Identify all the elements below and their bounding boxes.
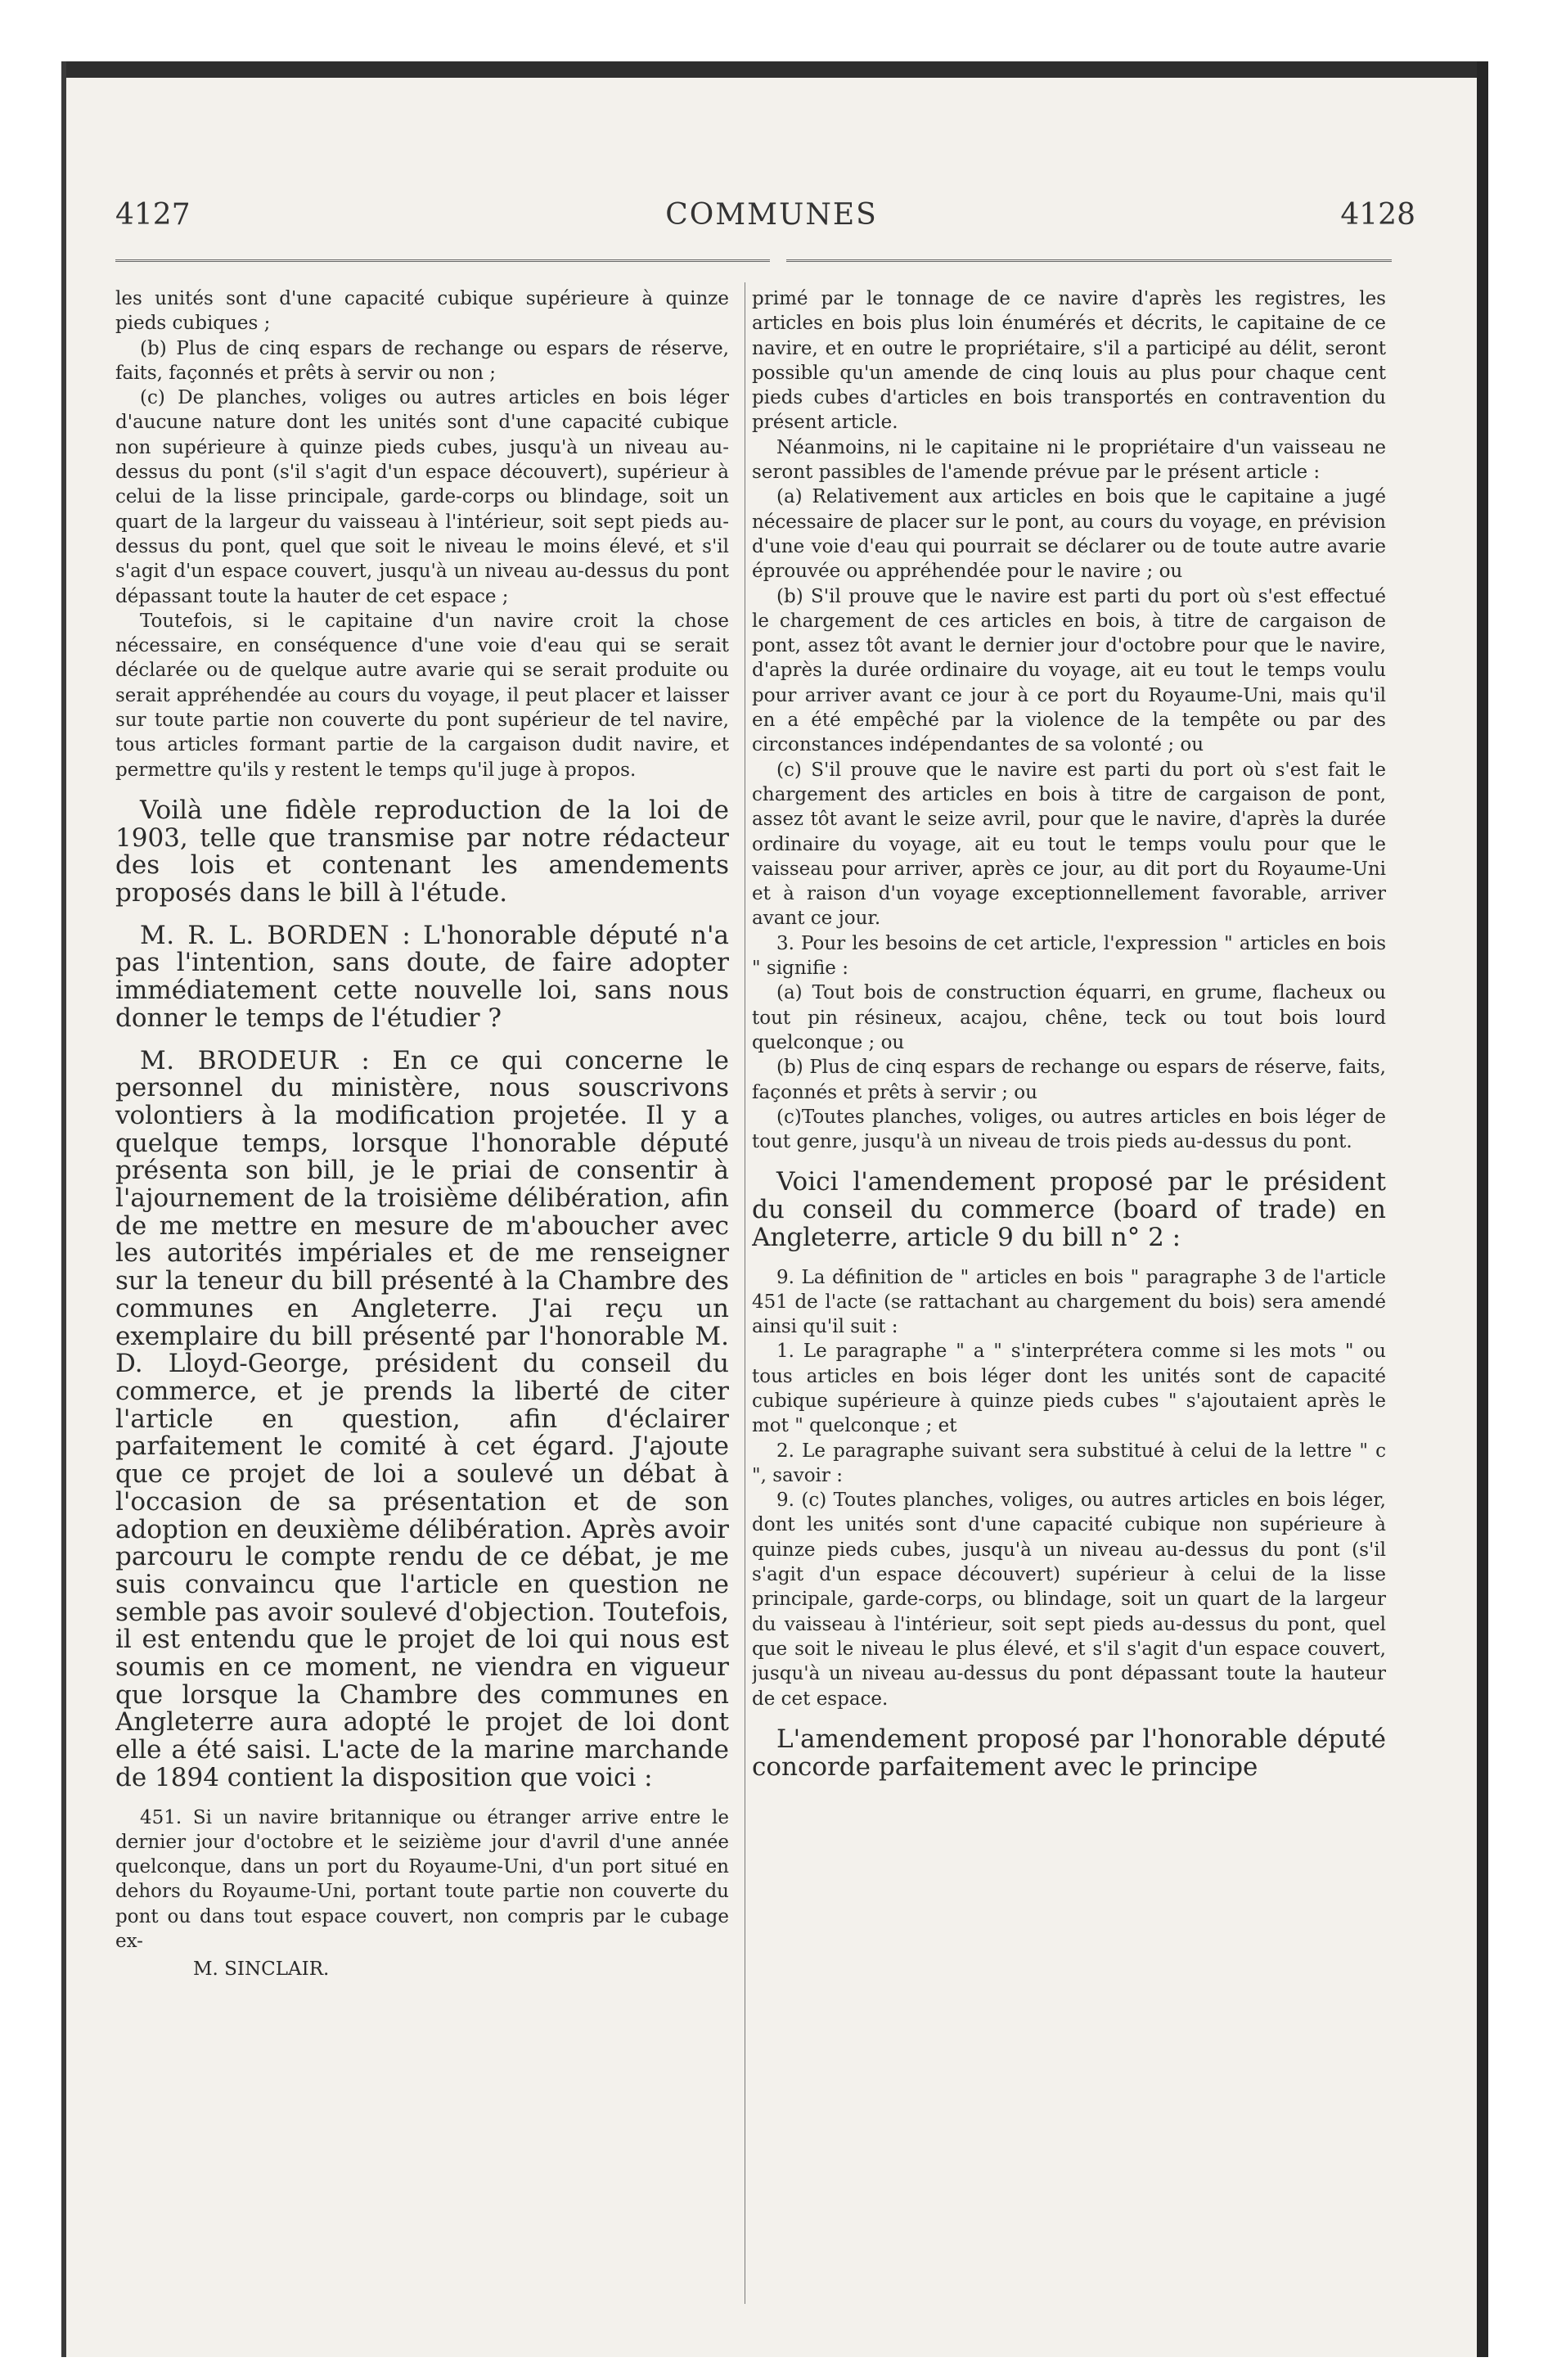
paragraph: 9. (c) Toutes planches, voliges, ou autres articles en bois léger, dont les unités sont d'une capacité cubique non supérieure à quinze pieds cubes, jusqu'à un niveau au-dessus du pont (s'il s'agit d'un espace découvert) supérieur à celui de la lisse principale, garde-corps, ou blindage, soit un quart de la largeur du vaisseau à l'intérieur, soit sept pieds au-dessus du pont, quel que soit le niveau le plus élevé, et s'il s'agit d'un espace couvert, jusqu'à un niveau au-dessus du pont dépassant toute la hauteur de cet espace. [752,1490,1386,1710]
paragraph: Voici l'amendement proposé par le président du conseil du commerce (board of trade) en Angleterre, article 9 du bill n° 2 : [752,1167,1386,1252]
paragraph: 3. Pour les besoins de cet article, l'expression " articles en bois " signifie : [752,932,1386,980]
paragraph: Voilà une fidèle reproduction de la loi de 1903, telle que transmise par notre rédacteur des lois et contenant les amendements proposés dans le bill à l'étude. [115,795,729,908]
left-column [115,286,729,1981]
speech-brodeur [115,1045,729,1792]
speaker-name: M. R. L. BORDEN [140,920,390,950]
speaker-name: M. BRODEUR [140,1045,339,1075]
paragraph: (c)Toutes planches, voliges, ou autres articles en bois léger de tout genre, jusqu'à un niveau de trois pieds au-dessus du pont. [752,1106,1386,1153]
header-rule-left [115,259,770,262]
paragraph: L'amendement proposé par l'honorable député concorde parfaitement avec le principe [752,1724,1386,1782]
paragraph: (b) Plus de cinq espars de rechange ou espars de réserve, faits, façonnés et prêts à servir ; ou [752,1057,1386,1103]
paragraph: Néanmoins, ni le capitaine ni le propriétaire d'un vaisseau ne seront passibles de l'amende prévue par le présent article : [752,436,1386,484]
paragraph: 1. Le paragraphe " a " s'interprétera comme si les mots " ou tous articles en bois léger dont les unités sont de capacité cubique supérieure à quinze pieds cubes " s'ajoutaient après le mot " quelconque ; et [752,1341,1386,1437]
paragraph: (c) De planches, voliges ou autres articles en bois léger d'aucune nature dont les unités sont d'une capacité cubique non supérieure à quinze pieds cubes, jusqu'à un niveau au-dessus du pont (s'il s'agit d'un espace découvert), supérieur à celui de la lisse principale, garde-corps ou blindage, soit un quart de la largeur du vaisseau à l'intérieur, soit sept pieds au-dessus du pont, quel que soit le niveau le moins élevé, et s'il s'agit d'un espace couvert, jusqu'à un niveau au-dessus du pont dépassant toute la hauter de cet espace ; [115,387,729,607]
scan-right-edge [1477,61,1488,2357]
paragraph: Toutefois, si le capitaine d'un navire croit la chose nécessaire, en conséquence d'une voie d'eau qui se serait déclarée ou de quelque autre avarie qui se serait produite ou serait appréhendée au cours du voyage, il peut placer et laisser sur toute partie non couverte du pont supérieur de tel navire, tous articles formant partie de la cargaison dudit navire, et permettre qu'ils y restent le temps qu'il juge à propos. [115,610,729,781]
scan-top-band [61,61,1487,78]
page-title: COMMUNES [665,198,878,232]
paragraph: 451. Si un navire britannique ou étranger arrive entre le dernier jour d'octobre et le seizième jour d'avril d'une année quelconque, dans un port du Royaume-Uni, d'un port situé en dehors du Royaume-Uni, portant toute partie non couverte du pont ou dans tout espace couvert, non compris par le cubage ex- [115,1806,729,1953]
paragraph: les unités sont d'une capacité cubique supérieure à quinze pieds cubiques ; [115,288,729,335]
paragraph: 9. La définition de " articles en bois " paragraphe 3 de l'article 451 de l'acte (se rattachant au chargement du bois) sera amendé ainsi qu'il suit : [752,1266,1386,1338]
speech-text: : L'honorable député n'a pas l'intention, sans doute, de faire adopter immédiatement cette nouvelle loi, sans nous donner le temps de l'étudier ? [115,920,729,1033]
speech-text: : En ce qui concerne le personnel du ministère, nous souscrivons volontiers à la modification projetée. Il y a quelque temps, lorsque l'honorable député présenta son bill, je le priai de consentir à l'ajournement de la troisième délibération, afin de me mettre en mesure de m'aboucher avec les autorités impériales et de me renseigner sur la teneur du bill présenté à la Chambre des communes en Angleterre. J'ai reçu un exemplaire du bill présenté par l'honorable M. D. Lloyd-George, président du conseil du commerce, et je prends la liberté de citer l'article en question, afin d'éclairer parfaitement le comité à cet égard. J'ajoute que ce projet de loi a soulevé un débat à l'occasion de sa présentation et de son adoption en deuxième délibération. Après avoir parcouru le compte rendu de ce débat, je me suis convaincu que l'article en question ne semble pas avoir soulevé d'objection. Toutefois, il est entendu que le projet de loi qui nous est soumis en ce moment, ne viendra en vigueur que lorsque la Chambre des communes en Angleterre aura adopté le projet de loi dont elle a été saisi. L'acte de la marine marchande de 1894 contient la disposition que voici : [115,1045,729,1792]
page-number-right: 4128 [1340,198,1415,232]
header-rule-right [786,259,1392,262]
paragraph: (b) Plus de cinq espars de rechange ou espars de réserve, faits, façonnés et prêts à servir ou non ; [115,337,729,384]
page-number-left: 4127 [115,198,191,232]
paragraph: (b) S'il prouve que le navire est parti du port où s'est effectué le chargement de ces articles en bois, à titre de cargaison de pont, assez tôt avant le dernier jour d'octobre pour que le navire, d'après la durée ordinaire du voyage, ait eu tout le temps voulu pour arriver avant ce jour à ce port du Royaume-Uni, mais qu'il en a été empêché par la violence de la tempête ou par des circonstances indépendantes de sa volonté ; ou [752,585,1386,756]
document-page [66,78,1477,2357]
paragraph: primé par le tonnage de ce navire d'après les registres, les articles en bois plus loin énumérés et décrits, le capitaine de ce navire, et en outre le propriétaire, s'il a participé au délit, seront possible qu'un amende de cinq louis au plus pour chaque cent pieds cubes d'articles en bois transportés en contravention du présent article. [752,288,1386,434]
speech-borden [115,922,729,1033]
paragraph: (c) S'il prouve que le navire est parti du port où s'est fait le chargement des articles en bois à titre de cargaison de pont, assez tôt avant le seize avril, pour que le navire, d'après la durée ordinaire du voyage, ait eu tout le temps voulu pour que le vaisseau pour arriver, après ce jour, au dit port du Royaume-Uni et à raison d'un voyage exceptionnellement favorable, arriver avant ce jour. [752,759,1386,930]
paragraph: (a) Relativement aux articles en bois que le capitaine a jugé nécessaire de placer sur le pont, au cours du voyage, en prévision d'une voie d'eau qui pourrait se déclarer ou de toute autre avarie éprouvée ou appréhendée pour le navire ; ou [752,486,1386,583]
speaker-signature: M. SINCLAIR. [193,1959,330,1981]
paragraph: (a) Tout bois de construction équarri, en grume, flacheux ou tout pin résineux, acajou, chêne, teck ou tout bois lourd quelconque ; ou [752,982,1386,1053]
paragraph: 2. Le paragraphe suivant sera substitué à celui de la lettre " c ", savoir : [752,1440,1386,1486]
right-column [752,286,1386,1781]
